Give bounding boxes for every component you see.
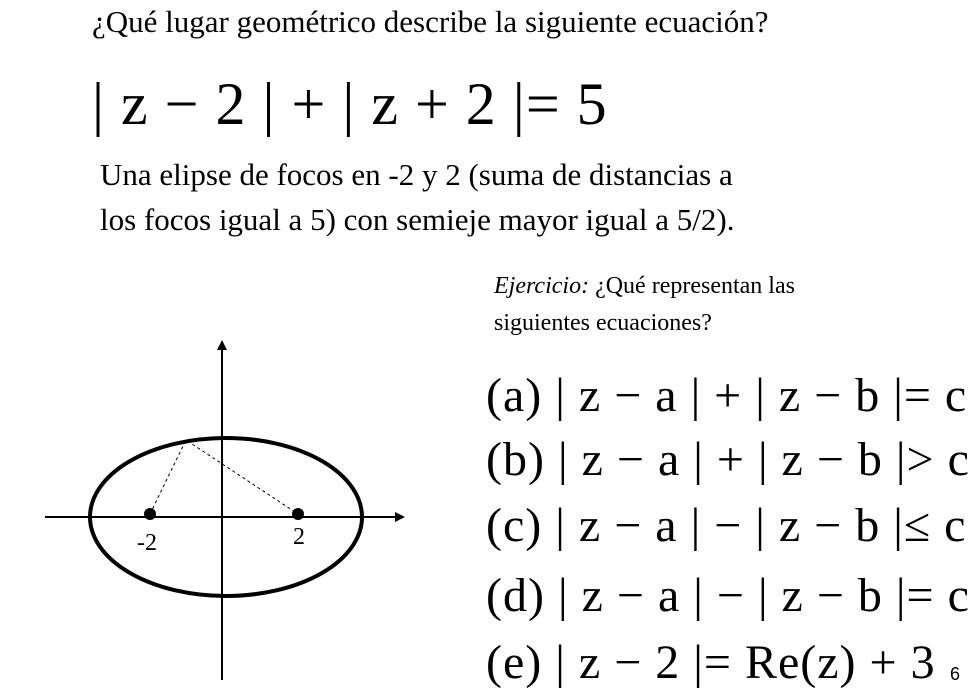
page-number: 6 [949, 664, 960, 684]
equation-b: (b) | z − a | + | z − b |> c [486, 433, 970, 486]
exercise-prompt [494, 268, 914, 342]
exercise-question: ¿Qué representan las [589, 273, 795, 299]
answer-text [100, 152, 900, 242]
equation-c: (c) | z − a | − | z − b |≤ c [486, 499, 967, 552]
slide-title: ¿Qué lugar geométrico describe la siguiente ecuación? [92, 4, 769, 39]
exercise-label: Ejercicio: [494, 273, 590, 299]
equation-e: (e) | z − 2 |= Re(z) + 3 [486, 636, 936, 689]
exercise-line-2: siguientes ecuaciones? [494, 310, 712, 336]
focus-right-point [292, 508, 304, 520]
focal-distance-lines [150, 440, 298, 514]
equation-a: (a) | z − a | + | z − b |= c [486, 369, 968, 422]
equation-d: (d) | z − a | − | z − b |= c [486, 569, 970, 622]
answer-line-1: Una elipse de focos en -2 y 2 (suma de distancias a [100, 157, 733, 192]
exercise-line-1 [494, 268, 914, 305]
focus-left-point [144, 508, 156, 520]
focus-left-label: -2 [137, 530, 157, 556]
main-equation: | z − 2 | + | z + 2 |= 5 [92, 71, 608, 137]
ellipse-diagram [0, 330, 440, 700]
focus-right-label: 2 [293, 524, 305, 550]
answer-line-2: los focos igual a 5) con semieje mayor igual a 5/2). [100, 202, 735, 237]
